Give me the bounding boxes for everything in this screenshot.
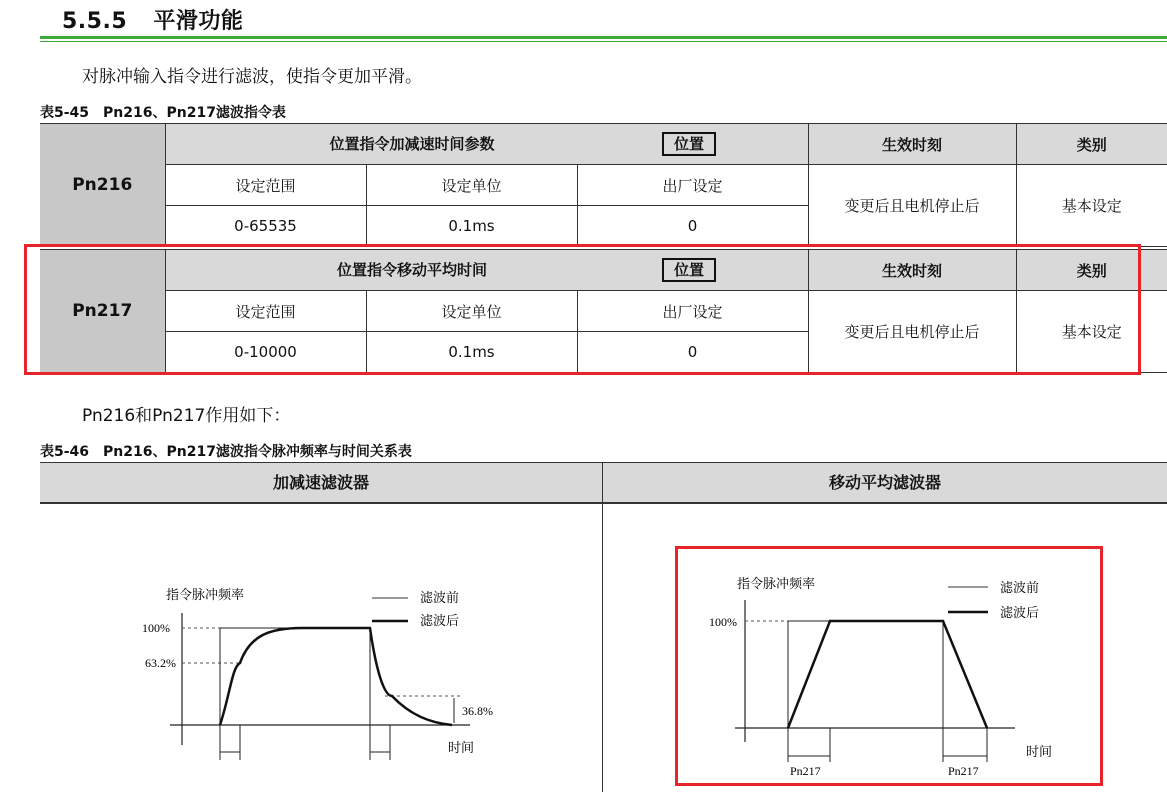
pn217-default-label: 出厂设定 bbox=[577, 291, 808, 332]
section-number: 5.5.5 bbox=[62, 9, 128, 34]
fig2-pn217-left: Pn217 bbox=[790, 764, 821, 778]
pn217-unit: 0.1ms bbox=[366, 332, 577, 373]
pn217-effect-header: 生效时刻 bbox=[808, 250, 1016, 291]
fig1-legend-after: 滤波后 bbox=[420, 613, 460, 628]
fig1-y632-label: 63.2% bbox=[145, 656, 176, 670]
pn217-range: 0-10000 bbox=[165, 332, 366, 373]
pn217-title: 位置指令移动平均时间 bbox=[336, 261, 487, 279]
pn216-category: 基本设定 bbox=[1016, 165, 1167, 247]
moving-average-highlight-box bbox=[675, 546, 1103, 786]
fig1-legend-before: 滤波前 bbox=[420, 590, 460, 605]
pn216-effect: 变更后且电机停止后 bbox=[808, 165, 1016, 247]
pn216-range: 0-65535 bbox=[165, 206, 366, 247]
table1-caption: 表5-45 Pn216、Pn217滤波指令表 bbox=[40, 105, 286, 121]
intro-paragraph: 对脉冲输入指令进行滤波，使指令更加平滑。 bbox=[82, 67, 422, 87]
pn216-default: 0 bbox=[577, 206, 808, 247]
pn216-id: Pn216 bbox=[40, 124, 165, 247]
fig1-before-curve bbox=[220, 628, 370, 725]
fig2-xlabel: 时间 bbox=[1026, 744, 1053, 759]
pn217-category-header: 类别 bbox=[1016, 250, 1167, 291]
figure-column-divider bbox=[602, 462, 603, 792]
pn217-unit-label: 设定单位 bbox=[366, 291, 577, 332]
pn217-position-badge: 位置 bbox=[662, 258, 716, 282]
fig1-ylabel: 指令脉冲频率 bbox=[166, 587, 245, 602]
pn217-effect: 变更后且电机停止后 bbox=[808, 291, 1016, 373]
fig2-legend-before: 滤波前 bbox=[1000, 580, 1040, 595]
pn217-highlight-box bbox=[24, 244, 1141, 375]
fig1-xlabel: 时间 bbox=[448, 740, 475, 755]
pn216-effect-header: 生效时刻 bbox=[808, 124, 1016, 165]
table2-caption: 表5-46 Pn216、Pn217滤波指令脉冲频率与时间关系表 bbox=[40, 444, 412, 460]
effect-paragraph: Pn216和Pn217作用如下： bbox=[82, 406, 291, 426]
pn216-position-badge: 位置 bbox=[662, 132, 716, 156]
pn217-range-label: 设定范围 bbox=[165, 291, 366, 332]
pn217-default: 0 bbox=[577, 332, 808, 373]
pn217-category: 基本设定 bbox=[1016, 291, 1167, 373]
figure-table-header bbox=[40, 462, 1167, 504]
fig1-y100-label: 100% bbox=[142, 621, 170, 635]
fig2-ylabel: 指令脉冲频率 bbox=[737, 576, 816, 591]
heading-rule-thin bbox=[40, 41, 1167, 42]
pn216-title-cell bbox=[165, 124, 808, 165]
fig2-pn217-right: Pn217 bbox=[948, 764, 979, 778]
heading-rule bbox=[40, 36, 1167, 39]
fig2-y100-label: 100% bbox=[709, 615, 737, 629]
pn216-unit-label: 设定单位 bbox=[366, 165, 577, 206]
pn217-id: Pn217 bbox=[40, 250, 165, 373]
fig1-y368-label: 36.8% bbox=[462, 704, 493, 718]
fig1-after-curve bbox=[220, 628, 452, 725]
section-heading bbox=[62, 4, 243, 35]
pn216-unit: 0.1ms bbox=[366, 206, 577, 247]
accel-filter-diagram bbox=[140, 575, 520, 790]
pn216-range-label: 设定范围 bbox=[165, 165, 366, 206]
accel-filter-header: 加减速滤波器 bbox=[272, 473, 369, 492]
section-title: 平滑功能 bbox=[153, 9, 244, 34]
pn216-title: 位置指令加减速时间参数 bbox=[329, 135, 495, 153]
moving-average-filter-header: 移动平均滤波器 bbox=[828, 473, 941, 492]
fig2-legend-after: 滤波后 bbox=[1000, 605, 1040, 620]
pn216-category-header: 类别 bbox=[1016, 124, 1167, 165]
pn216-default-label: 出厂设定 bbox=[577, 165, 808, 206]
pn216-table bbox=[40, 123, 1167, 247]
